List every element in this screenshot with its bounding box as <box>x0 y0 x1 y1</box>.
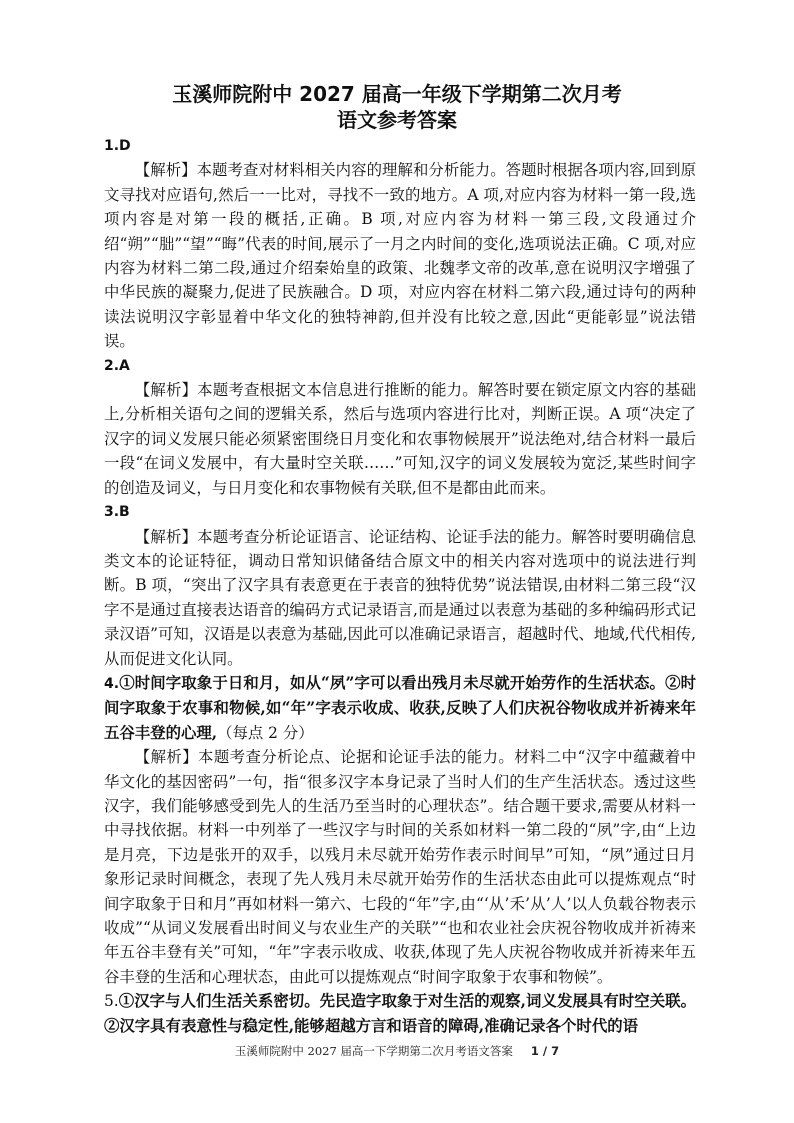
page-number: 1 / 7 <box>530 1044 560 1058</box>
answer-3-analysis: 【解析】本题考查分析论证语言、论证结构、论证手法的能力。解答时要明确信息类文本的论证特征，调动日常知识储备结合原文中的相关内容对选项中的说法进行判断。B 项，“突出了汉字具有表意更在于表音的独特优势”说法错误,由材料二第三段“汉字不是通过直接表达语音的编码方式记录语言,而是通过以表意为基础的多种编码形式记录汉语”可知，汉语是以表意为基础,因此可以准确记录语言，超越时代、地域,代代相传,从而促进文化认同。 <box>104 527 696 668</box>
answer-4-score-note: （每点 2 分） <box>217 723 314 742</box>
answer-4-analysis: 【解析】本题考查分析论点、论据和论证手法的能力。材料二中“汉字中蕴藏着中华文化的基因密码”一句，指“很多汉字本身记录了当时人们的生产生活状态。透过这些汉字，我们能够感受到先人的生活乃至当时的心理状态”。结合题干要求,需要从材料一中寻找依据。材料一中列举了一些汉字与时间的关系如材料一第二段的“夙”字,由“上边是月亮，下边是张开的双手，以残月未尽就开始劳作表示时间早”可知，“夙”通过日月象形记录时间概念，表现了先人残月未尽就开始劳作的生活状态由此可以提炼观点“时间字取象于日和月”再如材料一第六、七段的“年”字,由“‘从’禾’从’人’以人负载谷物表示收成”“从词义发展看出时间义与农业生产的关联”“也和农业社会庆祝谷物收成并祈祷来年五谷丰登有关”可知，“年”字表示收成、收获,体现了先人庆祝谷物收成并祈祷来年五谷丰登的生活和心理状态，由此可以提炼观点“时间字取象于农事和物候”。 <box>104 748 696 986</box>
answer-5 <box>104 989 696 1038</box>
answer-1-analysis: 【解析】本题考查对材料相关内容的理解和分析能力。答题时根据各项内容,回到原文寻找对应语句,然后一一比对，寻找不一致的地方。A 项,对应内容为材料一第一段,选项内容是对第一段的概括,正确。B 项,对应内容为材料一第三段,文段通过介绍“朔”“朏”“望”“晦”代表的时间,展示了一月之内时间的变化,选项说法正确。C 项,对应内容为材料二第二段,通过介绍秦始皇的政策、北魏孝文帝的改革,意在说明汉字增强了中华民族的凝聚力,促进了民族融合。D 项，对应内容在材料二第六段,通过诗句的两种读法说明汉字彰显着中华文化的独特神韵,但并没有比较之意,因此“更能彰显”说法错误。 <box>104 161 696 351</box>
answer-2-label: 2.A <box>104 357 130 374</box>
answer-body <box>104 134 696 1038</box>
answer-2-analysis: 【解析】本题考查根据文本信息进行推断的能力。解答时要在锁定原文内容的基础上,分析相关语句之间的逻辑关系，然后与选项内容进行比对，判断正误。A 项“决定了汉字的词义发展只能必须紧密围绕日月变化和农事物候展开”说法绝对,结合材料一最后一段“在词义发展中，有大量时空关联……”可知,汉字的词义发展较为宽泛,某些时间字的创造及词义，与日月变化和农事物候有关联,但不是都由此而来。 <box>104 381 696 497</box>
footer-text: 玉溪师院附中 2027 届高一下学期第二次月考语文答案 <box>234 1044 513 1058</box>
answer-4-text: ①时间字取象于日和月，如从“夙”字可以看出残月未尽就开始劳作的生活状态。②时间字取象于农事和物候,如“年”字表示收成、收获,反映了人们庆祝谷物收成并祈祷来年五谷丰登的心理, <box>104 673 696 742</box>
answer-5-label: 5. <box>104 992 119 1011</box>
answer-1-label: 1.D <box>104 138 131 154</box>
answer-5-text: ①汉字与人们生活关系密切。先民造字取象于对生活的观察,词义发展具有时空关联。②汉字具有表意性与稳定性,能够超越方言和语音的障碍,准确记录各个时代的语 <box>104 992 696 1035</box>
page-footer <box>0 1043 794 1059</box>
answer-4-label: 4. <box>104 675 120 692</box>
document-title: 玉溪师院附中 2027 届高一年级下学期第二次月考 <box>172 82 622 106</box>
answer-4 <box>104 671 696 745</box>
document-subtitle: 语文参考答案 <box>337 108 457 132</box>
answer-3-label: 3.B <box>104 504 130 521</box>
